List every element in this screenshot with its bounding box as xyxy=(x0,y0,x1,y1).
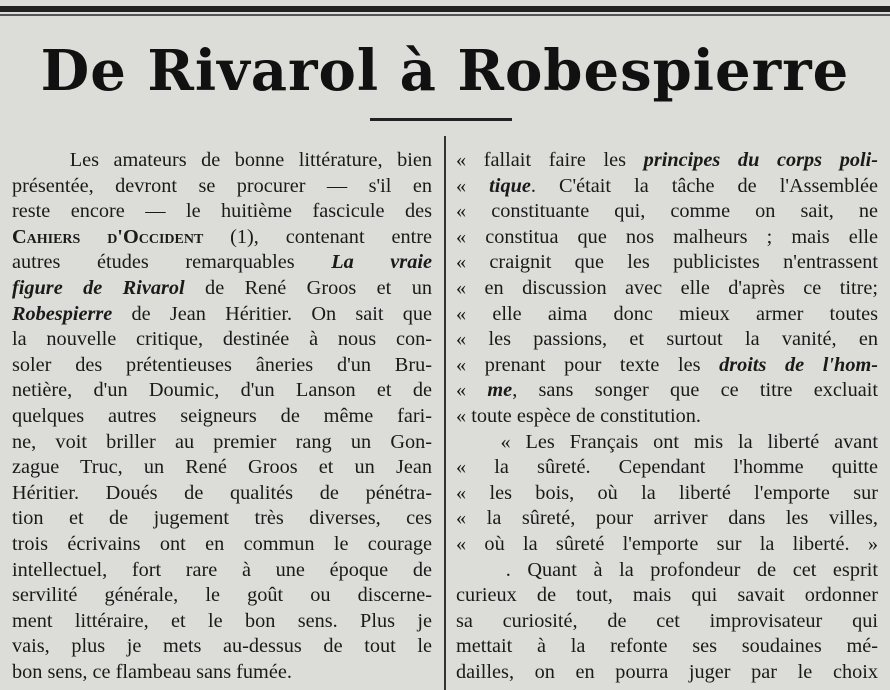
text-line xyxy=(456,327,878,353)
text-run: « elle aima donc mieux armer toutes xyxy=(456,302,878,325)
text-run: de René Groos et un xyxy=(184,276,432,299)
top-rule-thin xyxy=(0,14,890,16)
column-divider xyxy=(444,136,446,690)
text-run: zague Truc, un René Groos et un Jean xyxy=(12,456,432,479)
text-run: « prenant pour texte les xyxy=(456,353,720,376)
text-run: « les bois, où la liberté l'emporte sur xyxy=(456,481,878,504)
text-run: autres études remarquables xyxy=(12,251,332,274)
text-run: « toute espèce de constitution. xyxy=(456,404,701,427)
text-run: Robespierre xyxy=(12,302,113,325)
text-run: quelques autres seigneurs de même fari- xyxy=(12,404,432,427)
text-run: (1), contenant entre xyxy=(203,225,432,248)
text-line xyxy=(456,199,878,225)
text-line xyxy=(456,353,878,379)
text-run: . C'était la tâche de l'Assemblée xyxy=(530,174,878,197)
text-line xyxy=(12,174,432,200)
text-line xyxy=(12,378,432,404)
text-line xyxy=(12,455,432,481)
text-run: ne, voit briller au premier rang un Gon- xyxy=(12,430,432,453)
text-run: présentée, devront se procurer — s'il en xyxy=(12,174,432,197)
text-line xyxy=(12,481,432,507)
text-line xyxy=(12,353,432,379)
text-line xyxy=(456,430,878,456)
text-line xyxy=(12,430,432,456)
text-run: . Quant à la profondeur de cet esprit xyxy=(456,558,878,581)
text-line xyxy=(456,506,878,532)
text-run: soler des prétentieuses âneries d'un Bru- xyxy=(12,353,432,376)
text-line xyxy=(456,404,878,430)
text-line xyxy=(12,250,432,276)
text-run: La vraie xyxy=(331,251,432,274)
text-run: droits de l'hom- xyxy=(719,353,878,376)
text-run: intellectuel, fort rare à une époque de xyxy=(12,558,432,581)
text-run: « craignit que les publicistes n'entrassent xyxy=(456,251,878,274)
article-title: De Rivarol à Robespierre xyxy=(40,38,850,104)
text-run: mettait à la refonte ses soudaines mé- xyxy=(456,635,878,658)
text-line xyxy=(12,583,432,609)
text-line xyxy=(456,174,878,200)
text-line xyxy=(456,481,878,507)
text-line xyxy=(12,634,432,660)
text-line xyxy=(12,225,432,251)
text-run: principes du corps poli- xyxy=(643,149,878,171)
text-line xyxy=(12,532,432,558)
left-column xyxy=(12,148,432,685)
text-line xyxy=(456,583,878,609)
text-line xyxy=(12,609,432,635)
top-rule xyxy=(0,6,890,12)
text-line xyxy=(456,532,878,558)
text-line xyxy=(12,404,432,430)
text-line xyxy=(456,634,878,660)
text-run: « constituante qui, comme on sait, ne xyxy=(456,200,878,223)
right-column xyxy=(456,148,878,685)
text-line xyxy=(12,276,432,302)
text-run: tion et de jugement très diverses, ces xyxy=(12,507,432,530)
text-line xyxy=(12,302,432,328)
text-run: reste encore — le huitième fascicule des xyxy=(12,200,432,223)
text-run: figure de Rivarol xyxy=(12,276,185,299)
text-run: ment littéraire, et le bon sens. Plus je xyxy=(12,609,432,632)
text-line xyxy=(12,327,432,353)
text-run: « xyxy=(456,379,488,402)
text-line xyxy=(456,148,878,174)
text-line xyxy=(456,660,878,686)
text-run: netière, d'un Doumic, d'un Lanson et de xyxy=(12,379,432,402)
text-run: Héritier. Doués de qualités de pénétra- xyxy=(12,481,432,504)
text-line xyxy=(12,660,432,686)
text-line xyxy=(456,225,878,251)
text-line xyxy=(456,558,878,584)
text-run: la nouvelle critique, destinée à nous con- xyxy=(12,328,432,351)
text-run: « la sûreté, pour arriver dans les villes, xyxy=(456,507,878,530)
title-underline xyxy=(370,118,512,121)
text-line xyxy=(456,609,878,635)
text-run: vais, plus je mets au-dessus de tout le xyxy=(12,635,432,658)
text-run: « constitua que nos malheurs ; mais elle xyxy=(456,225,878,248)
text-run: dailles, on en pourra juger par le choix xyxy=(456,660,878,683)
text-run: de Jean Héritier. On sait que xyxy=(112,302,432,325)
text-line xyxy=(456,250,878,276)
text-line xyxy=(12,148,432,174)
text-run: « la sûreté. Cependant l'homme quitte xyxy=(456,456,878,479)
text-line xyxy=(12,558,432,584)
text-run: « en discussion avec elle d'après ce titre; xyxy=(456,276,878,299)
text-run: Cahiers d'Occident xyxy=(12,225,204,248)
text-run: tique xyxy=(489,174,531,197)
text-run: , sans songer que ce titre excluait xyxy=(512,379,878,402)
text-run: curieux de tout, mais qui savait ordonner xyxy=(456,584,878,607)
text-run: Les amateurs de bonne littérature, bien xyxy=(12,149,432,171)
text-run: bon sens, ce flambeau sans fumée. xyxy=(12,660,292,683)
text-run: trois écrivains ont en commun le courage xyxy=(12,532,432,555)
text-run: servilité générale, le goût ou discerne- xyxy=(12,584,432,607)
text-run: « xyxy=(456,174,490,197)
text-line xyxy=(456,302,878,328)
text-run: « où la sûreté l'emporte sur la liberté. » xyxy=(456,532,878,555)
text-run: sa curiosité, de cet improvisateur qui xyxy=(456,609,878,632)
text-line xyxy=(12,199,432,225)
text-run: « fallait faire les xyxy=(456,149,644,171)
text-line xyxy=(456,276,878,302)
text-line xyxy=(12,506,432,532)
text-run: me xyxy=(487,379,513,402)
text-line xyxy=(456,378,878,404)
text-run: « les passions, et surtout la vanité, en xyxy=(456,328,878,351)
text-run: « Les Français ont mis la liberté avant xyxy=(456,430,878,453)
text-line xyxy=(456,455,878,481)
